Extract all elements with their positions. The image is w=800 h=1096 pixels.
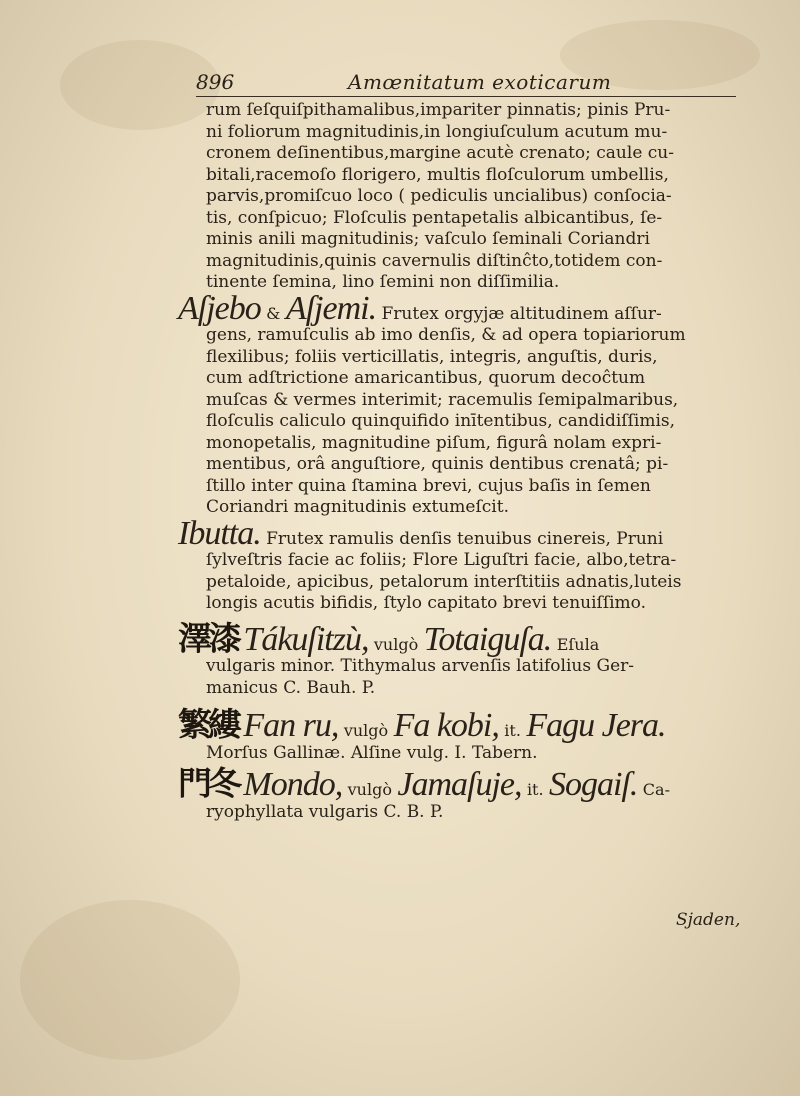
entry-heading-line [178, 706, 766, 745]
entry-heading-line [178, 619, 766, 658]
vulgar-name: Totaiguſa. [423, 620, 552, 658]
text-line: tinente ſemina, lino ſemini non diſſimilia. [206, 272, 560, 292]
alt-name: Sogaiſ. [548, 766, 638, 803]
text-line: bitali,racemoſo florigero, multis floſculorum umbellis, [206, 164, 669, 185]
entry-name: Mondo, [243, 766, 343, 803]
text-line: Coriandri magnitudinis extumeſcit. [206, 497, 509, 517]
kanji-characters: 繁縷 [178, 706, 238, 745]
text-line: ſtillo inter quina ſtamina brevi, cujus baſis in ſemen [206, 475, 651, 496]
entry-name: Tákuſitzù, [243, 620, 369, 658]
paper-stain [20, 900, 240, 1060]
kanji-characters: 澤漆 [178, 619, 238, 658]
vulgar-name: Jamaſuje, [397, 766, 522, 803]
text-line: floſculis caliculo quinquifido inītentibus, candidiſſimis, [206, 411, 676, 431]
text-line: mentibus, orâ anguſtiore, quinis dentibus crenatâ; pi- [206, 454, 669, 474]
page-number: 896 [196, 70, 235, 94]
entry-heading-line [178, 289, 766, 327]
entry-asjebo [178, 289, 766, 519]
text-line: muſcas & vermes interimit; racemulis ſemipalmaribus, [206, 389, 679, 410]
text-line: ryophyllata vulgaris C. B. P. [206, 801, 444, 822]
entry-name: Ibutta. [178, 514, 261, 552]
vulgo-label: vulgò [343, 721, 389, 740]
text-line: Morſus Gallinæ. Alſine vulg. I. Tabern. [206, 742, 538, 763]
text-line: longis acutis bifidis, ſtylo capitato brevi tenuiſſimo. [206, 593, 647, 613]
entry-ibutta [178, 514, 766, 615]
text-line: ni foliorum magnitudinis,in longiuſculum acutum mu- [206, 121, 668, 142]
entry-fanru [178, 706, 766, 764]
text-line: monopetalis, magnitudine piſum, figurâ nolam expri- [206, 432, 662, 453]
text-line: rum ſeſquiſpithamalibus,impariter pinnatis; pinis Pru- [206, 100, 671, 120]
text-line: ſylveſtris facie ac foliis; Flore Liguſtri facie, albo,tetra- [206, 550, 677, 570]
vulgo-label: vulgò [347, 780, 392, 799]
entry-name: Aſjemi. [285, 289, 377, 327]
text-line: parvis,promiſcuo loco ( pediculis uncialibus) conſocia- [206, 186, 672, 206]
body-text [178, 100, 766, 823]
it-label: it. [504, 721, 521, 740]
entry-name: Fan ru, [243, 707, 339, 744]
text-line: manicus C. Bauh. P. [206, 677, 376, 698]
text-line: cronem deſinentibus,margine acutè crenato; caule cu- [206, 143, 674, 163]
text-line: Ca- [642, 780, 670, 799]
entry-heading-line [178, 765, 766, 804]
text-line: Eſula [556, 634, 600, 654]
text-line: minis anili magnitudinis; vaſculo ſeminali Coriandri [206, 229, 650, 249]
entry-heading-line [178, 514, 766, 552]
text-line: petaloide, apicibus, petalorum interſtitiis adnatis,luteis [206, 571, 682, 592]
entry-name: Aſjebo [178, 289, 261, 327]
entry-takusitzu [178, 619, 766, 700]
catchword: Sjaden, [676, 910, 741, 930]
text-line: cum adſtrictione amaricantibus, quorum decoĉtum [206, 368, 646, 388]
it-label: it. [526, 780, 544, 799]
ampersand: & [266, 303, 281, 323]
text-line: magnitudinis,quinis cavernulis diſtinĉto,totidem con- [206, 250, 663, 271]
text-line: vulgaris minor. Tithymalus arvenſis latifolius Ger- [206, 656, 634, 676]
vulgo-label: vulgò [373, 634, 419, 654]
page-header [196, 68, 736, 97]
kanji-characters: 門冬 [178, 765, 238, 804]
text-line: Frutex ramulis denſis tenuibus cinereis, Pruni [266, 528, 664, 549]
alt-name: Fagu Jera. [526, 707, 666, 744]
paragraph-continuation [206, 100, 766, 294]
text-line: gens, ramuſculis ab imo denſis, & ad opera topiariorum [206, 325, 686, 345]
text-line: flexilibus; foliis verticillatis, integris, anguſtis, duris, [206, 346, 658, 367]
vulgar-name: Fa kobi, [393, 707, 499, 744]
entry-mondo [178, 765, 766, 823]
text-line: Frutex orgyjæ altitudinem aſſur- [381, 303, 662, 324]
text-line: tis, conſpicuo; Floſculis pentapetalis albicantibus, ſe- [206, 207, 663, 228]
running-title: Amœnitatum exoticarum [348, 70, 612, 94]
